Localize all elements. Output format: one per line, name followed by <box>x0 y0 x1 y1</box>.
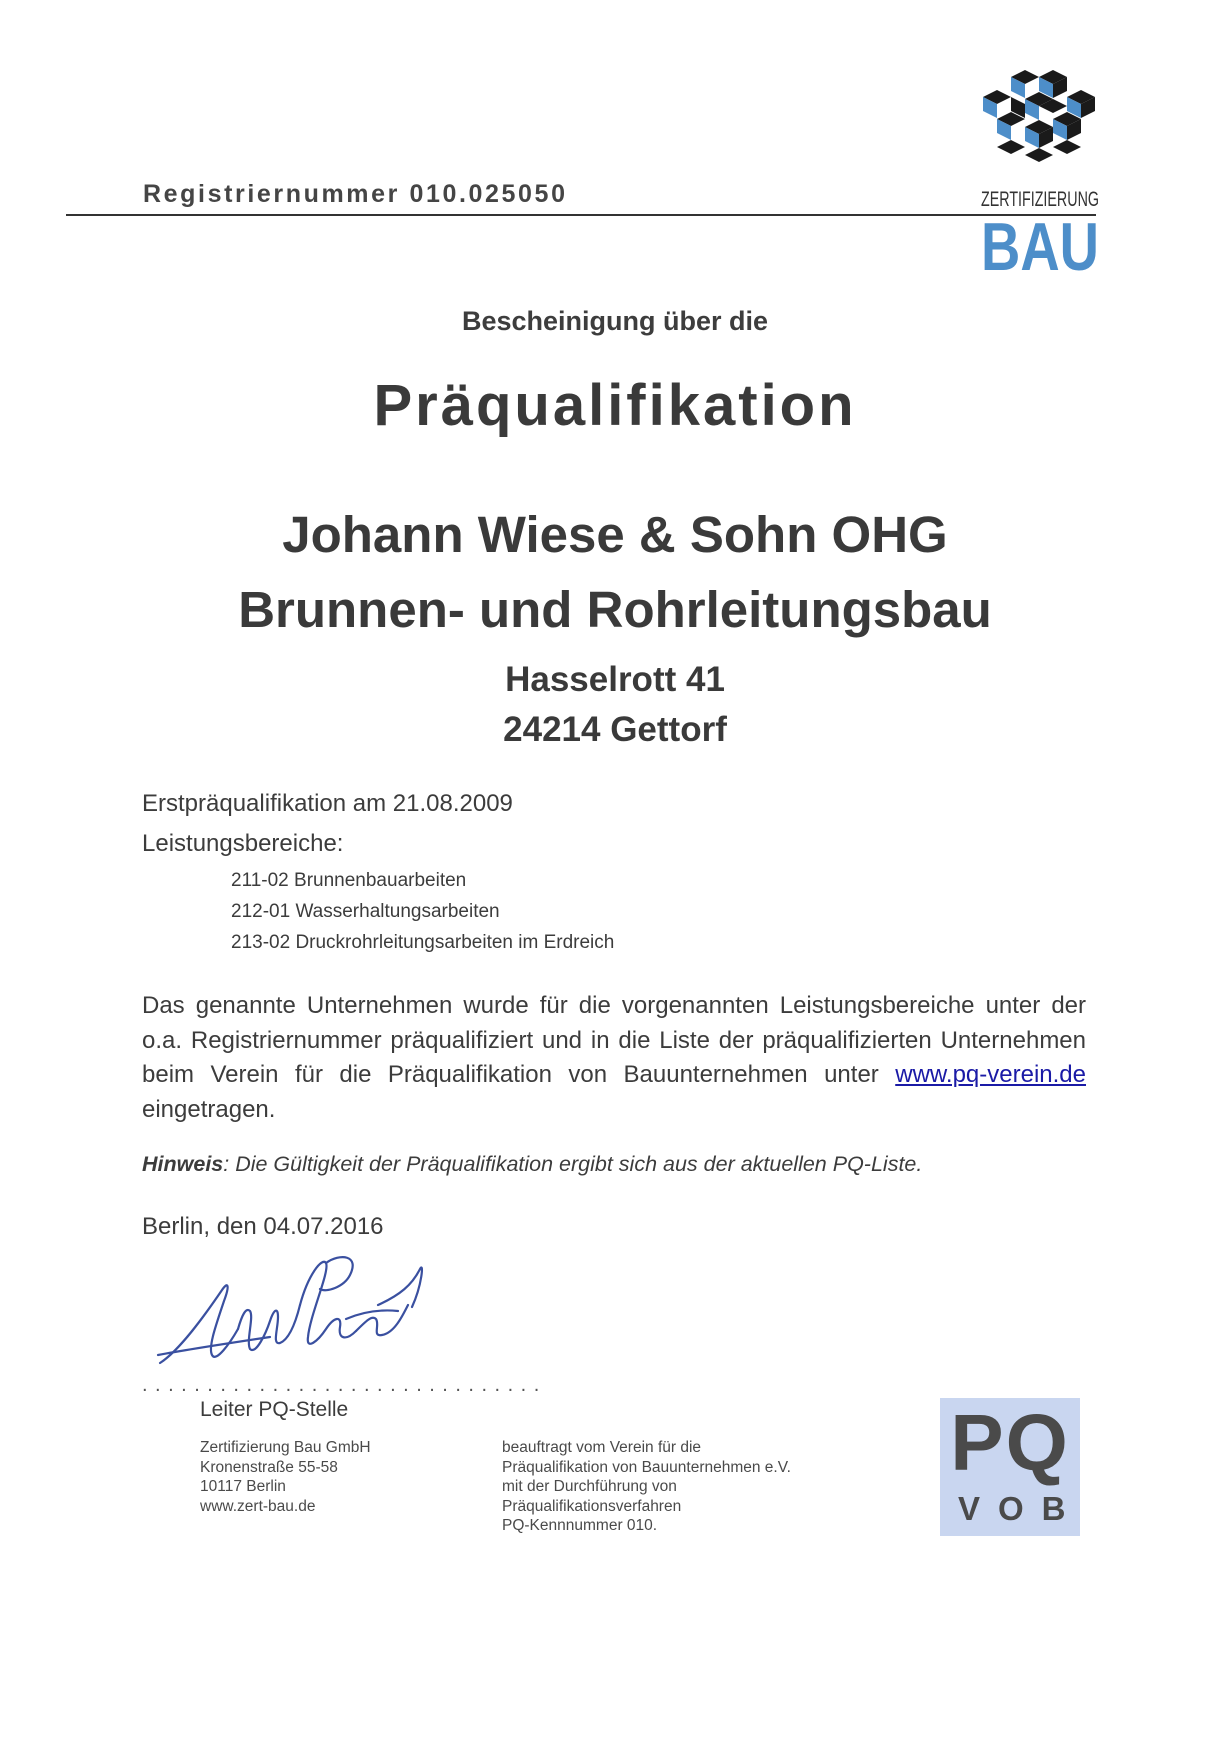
service-areas-list <box>231 870 614 963</box>
pq-vob-logo <box>940 1398 1084 1536</box>
mandate-line: beauftragt vom Verein für die <box>502 1439 702 1456</box>
vob-logo-text: VOB <box>958 1490 1084 1527</box>
validity-note <box>142 1152 922 1177</box>
note-label: Hinweis <box>142 1152 224 1176</box>
first-prequalification-date: Erstpräqualifikation am 21.08.2009 <box>142 790 513 817</box>
service-area-item: 212-01 Wasserhaltungsarbeiten <box>231 901 500 922</box>
mandate-line: PQ-Kennnummer 010. <box>502 1517 658 1534</box>
service-areas-label: Leistungsbereiche: <box>142 830 344 857</box>
issuer-mandate <box>502 1438 791 1536</box>
body-text-end: eingetragen. <box>142 1095 276 1123</box>
company-street: Hasselrott 41 <box>505 660 725 699</box>
issuer-address-line: Zertifizierung Bau GmbH <box>200 1439 371 1456</box>
mandate-line: Präqualifikation von Bauunternehmen e.V. <box>502 1458 791 1476</box>
logo-text-zertifizierung: ZERTIFIZIERUNG <box>981 188 1099 211</box>
document-subtitle: Bescheinigung über die <box>461 306 769 336</box>
document-title: Präqualifikation <box>373 373 857 438</box>
place-and-date: Berlin, den 04.07.2016 <box>142 1213 384 1240</box>
company-trade: Brunnen- und Rohrleitungsbau <box>238 581 992 638</box>
mandate-line: Präqualifikationsverfahren <box>502 1497 682 1515</box>
cube-pattern-icon <box>983 70 1095 162</box>
pq-logo-text: PQ <box>950 1398 1070 1487</box>
handwritten-signature <box>150 1245 450 1375</box>
pq-verein-link[interactable]: www.pq-verein.de <box>895 1061 1086 1088</box>
issuer-address-line: 10117 Berlin <box>200 1478 286 1495</box>
service-area-item: 213-02 Druckrohrleitungsarbeiten im Erdreich <box>231 932 615 953</box>
service-area-item: 211-02 Brunnenbauarbeiten <box>231 870 467 891</box>
company-city: 24214 Gettorf <box>503 710 727 749</box>
signatory-role: Leiter PQ-Stelle <box>200 1398 349 1421</box>
signature-line: ............................... <box>142 1374 547 1396</box>
issuer-address-line: Kronenstraße 55-58 <box>200 1458 338 1476</box>
mandate-line: mit der Durchführung von <box>502 1478 677 1495</box>
issuer-address <box>200 1438 371 1516</box>
body-text-main: Das genannte Unternehmen wurde für die vorgenannten Leistungsbereiche unter der o.a. Registriernummer präqualifiziert und in die Liste der präqualifizierten Unternehmen beim Verein für die Präqualifikation von Bauunternehmen unter <box>142 992 1086 1088</box>
zertifizierung-bau-logo <box>975 66 1105 285</box>
issuer-address-line: www.zert-bau.de <box>200 1497 316 1515</box>
certificate-body-text <box>142 989 1086 1127</box>
header-rule <box>66 214 1096 216</box>
note-text: : Die Gültigkeit der Präqualifikation ergibt sich aus der aktuellen PQ-Liste. <box>223 1152 923 1176</box>
company-name: Johann Wiese & Sohn OHG <box>282 506 948 563</box>
registration-number: Registriernummer 010.025050 <box>143 180 568 208</box>
logo-text-bau: BAU <box>981 209 1099 285</box>
